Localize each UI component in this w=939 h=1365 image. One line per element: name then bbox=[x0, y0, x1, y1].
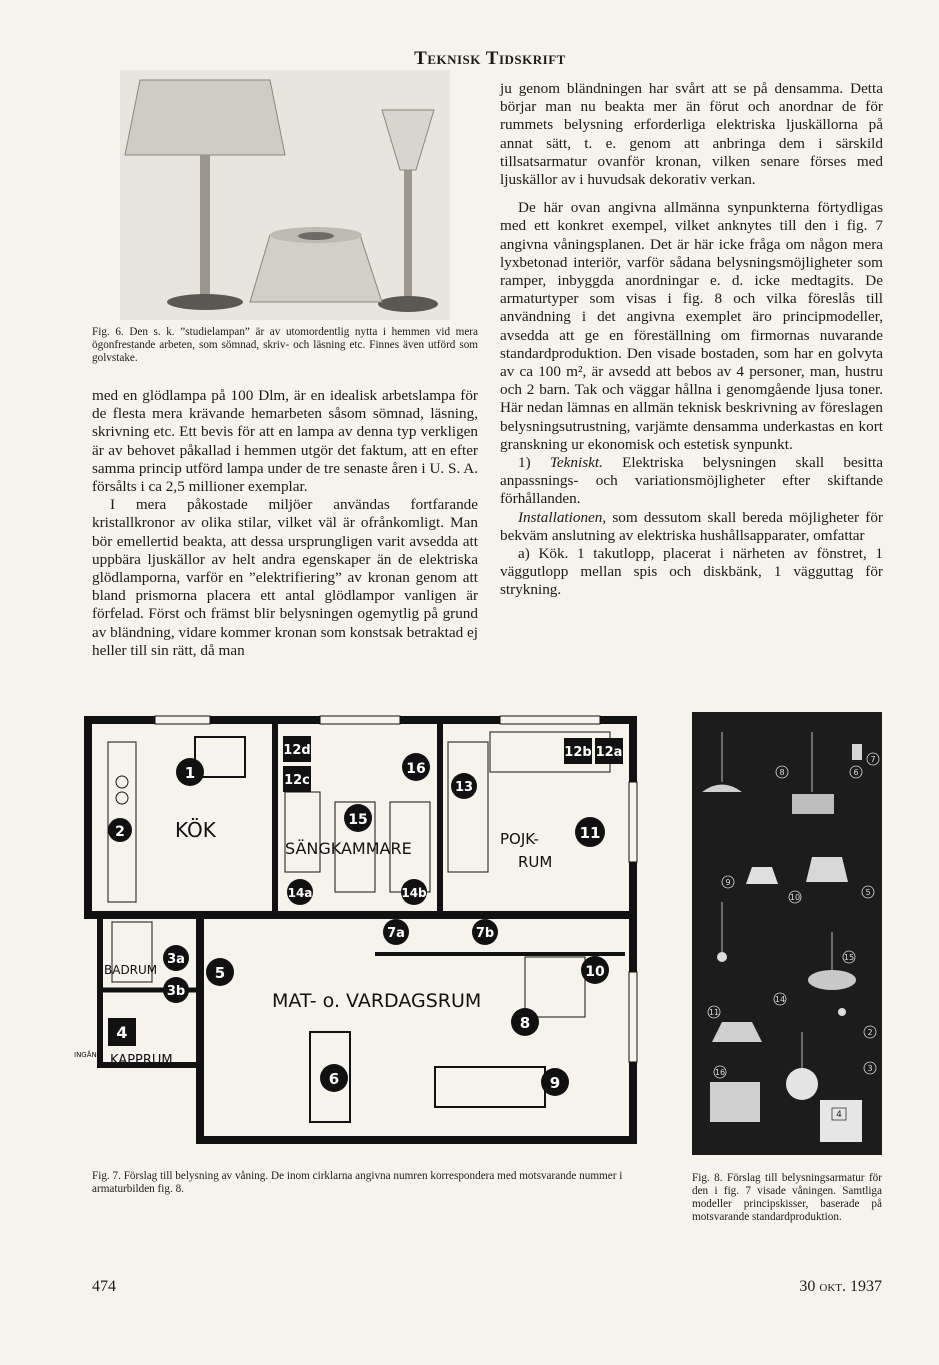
svg-text:3a: 3a bbox=[167, 952, 185, 967]
svg-text:16: 16 bbox=[714, 1068, 726, 1077]
journal-title: Teknisk Tidskrift bbox=[414, 48, 566, 69]
svg-text:11: 11 bbox=[579, 824, 601, 842]
right-paragraph-5: a) Kök. 1 takutlopp, placerat i närheten av fönstret, 1 väggutlopp mellan spis och diskbänk, 1 vägguttag för strykning. bbox=[500, 545, 883, 599]
installation-heading: Installationen, bbox=[518, 508, 607, 526]
left-column bbox=[92, 387, 478, 660]
svg-text:10: 10 bbox=[789, 893, 801, 902]
svg-text:6: 6 bbox=[328, 1070, 340, 1088]
fig6-caption: Fig. 6. Den s. k. ”studielampan” är av utomordentlig nytta i hemmen vid mera ögonfrestande arbeten, som sömnad, skriv- och läsning etc. Finnes även utförd som golvstake. bbox=[92, 326, 478, 364]
marker-9 bbox=[541, 1068, 569, 1096]
right-paragraph-3 bbox=[500, 454, 883, 509]
fig8-label-8 bbox=[776, 766, 788, 778]
marker-8 bbox=[511, 1008, 539, 1036]
fig8-label-10 bbox=[789, 891, 801, 903]
fig8-label-5 bbox=[862, 886, 874, 898]
svg-text:12d: 12d bbox=[283, 743, 311, 758]
svg-text:7a: 7a bbox=[387, 926, 405, 941]
section-number: 1) bbox=[518, 454, 550, 472]
lamp-illustration bbox=[120, 70, 450, 320]
marker-3a bbox=[163, 945, 189, 971]
fig8-label-16 bbox=[714, 1066, 726, 1078]
marker-4 bbox=[108, 1018, 136, 1046]
right-paragraph-4 bbox=[500, 509, 883, 545]
svg-text:10: 10 bbox=[585, 964, 605, 980]
svg-text:12c: 12c bbox=[284, 773, 310, 788]
marker-7b bbox=[472, 919, 498, 945]
issue-date: 30 okt. 1937 bbox=[799, 1278, 882, 1295]
marker-12b bbox=[564, 738, 592, 764]
marker-6 bbox=[320, 1064, 348, 1092]
fig8-label-7 bbox=[867, 753, 879, 765]
right-paragraph-1: ju genom bländningen har svårt att se på densamma. Detta börjar man nu beakta mer än förut och anordnar de för rummets belysning erforderliga elektriska ljuskällorna på annat sätt, t. e. genom att anbringa dem i särskild tillsatsarmatur ovanför kronan, vilken senare förses med ljuskällor av i huvudsak dekorativ verkan. bbox=[500, 80, 883, 189]
svg-text:2: 2 bbox=[867, 1028, 873, 1037]
marker-3b bbox=[163, 977, 189, 1003]
svg-text:11: 11 bbox=[708, 1008, 720, 1017]
marker-2 bbox=[108, 818, 132, 842]
fig8-label-9 bbox=[722, 876, 734, 888]
svg-text:16: 16 bbox=[406, 761, 426, 777]
marker-7a bbox=[383, 919, 409, 945]
page-number: 474 bbox=[92, 1278, 116, 1295]
svg-text:14: 14 bbox=[774, 995, 786, 1004]
svg-text:7b: 7b bbox=[475, 926, 495, 941]
left-paragraph-2: I mera påkostade miljöer användas fortfarande kristallkronor av olika stilar, vilket väl är ofrånkomligt. Man bör emellertid beakta, att dessa ursprungligen varit avsedda att uppbära ljuskällor av helt andra egenskaper än de elektriska glödlamporna, varför en ”elektrifiering” av kronan genom att bland prismorna placera ett antal glödlampor vanligen är förfelad. Först och främst blir belysningen ogemytlig på grund av bländning, vidare kommer kronan som konstsak betraktad ej heller till sin rätt, då man bbox=[92, 496, 478, 659]
left-paragraph-1: med en glödlampa på 100 Dlm, är en idealisk arbetslampa för de flesta mera krävande hemarbeten såsom sömnad, läsning, skrivning etc. Ett bevis för att en lampa av denna typ verkligen är av behovet påkallad i hemmen utgör det faktum, att en efter samma princip utförd lampa under de tre senaste åren i U. S. A. försålts i ca 2,5 millioner exemplar. bbox=[92, 387, 478, 496]
marker-12c bbox=[283, 766, 311, 792]
fig7-floor-plan bbox=[74, 712, 655, 1152]
svg-text:4: 4 bbox=[116, 1023, 128, 1042]
svg-text:3b: 3b bbox=[166, 984, 186, 999]
svg-text:8: 8 bbox=[519, 1014, 531, 1032]
room-label-badrum: BADRUM bbox=[104, 963, 158, 977]
room-label-ingang: INGÅNG bbox=[74, 1051, 103, 1059]
marker-16 bbox=[402, 753, 430, 781]
marker-11 bbox=[575, 817, 605, 847]
room-label-pojk: POJK- bbox=[500, 830, 539, 848]
fig8-label-6 bbox=[850, 766, 862, 778]
svg-text:12a: 12a bbox=[595, 745, 623, 760]
right-column bbox=[500, 80, 883, 600]
svg-text:7: 7 bbox=[870, 755, 876, 764]
marker-12d bbox=[283, 736, 311, 762]
fig7-caption: Fig. 7. Förslag till belysning av våning. De inom cirklarna angivna numren korresponderа med motsvarande nummer i armaturbilden fig. 8. bbox=[92, 1170, 623, 1195]
fig8-label-11 bbox=[708, 1006, 720, 1018]
svg-text:14b: 14b bbox=[401, 886, 427, 900]
marker-12a bbox=[595, 738, 623, 764]
marker-13 bbox=[451, 773, 477, 799]
marker-1 bbox=[176, 758, 204, 786]
section-heading: Tekniskt. bbox=[549, 454, 603, 472]
fig6-lamp-photo bbox=[120, 70, 450, 320]
room-label-kok: KÖK bbox=[175, 818, 216, 842]
marker-10 bbox=[581, 956, 609, 984]
svg-text:9: 9 bbox=[725, 878, 731, 887]
svg-text:6: 6 bbox=[853, 768, 859, 777]
svg-text:1: 1 bbox=[184, 764, 196, 782]
fig8-fixtures-photo bbox=[692, 712, 882, 1155]
fig8-label-14 bbox=[774, 993, 786, 1005]
svg-text:2: 2 bbox=[115, 824, 125, 840]
right-paragraph-2: De här ovan angivna allmänna synpunkterna förtydligas med ett konkret exempel, vilket anknytes till den i fig. 7 angivna våningsplanen. Det är här icke fråga om någon mera lyxbetonad interiör, varför sådana belysningsmöjligheter som ramper, inbyggda anordningar e. d. icke medtagits. De armaturtyper som visas i fig. 8 och vilka föreslås till användning i det angivna exemplet äro principmodeller, avsedda att ge en föreställning om firmornas nuvarande standardproduktion. Den visade bostaden, som har en golvyta av ca 100 m², är avsedd att bebos av 4 personer, man, hustru och 2 barn. Tak och väggar hållna i genomgående ljusa toner. Här nedan lämnas en allmän teknisk beskrivning av föreslagen belysningsutrustning, varjämte densamma underkastas en kort granskning ur ekonomisk och estetisk synpunkt. bbox=[500, 199, 883, 453]
marker-5 bbox=[206, 958, 234, 986]
svg-text:3: 3 bbox=[867, 1064, 873, 1073]
room-label-sangkammare: SÄNGKAMMARE bbox=[285, 839, 412, 858]
svg-text:13: 13 bbox=[454, 780, 474, 795]
installation-text: som dessutom skall bereda möjligheter för bekväm anslutning av elektriska hushållsapparater, omfattar bbox=[500, 508, 883, 544]
svg-text:5: 5 bbox=[865, 888, 871, 897]
room-label-matvardags: MAT- o. VARDAGSRUM bbox=[272, 990, 482, 1012]
svg-text:15: 15 bbox=[843, 953, 855, 962]
svg-text:9: 9 bbox=[549, 1074, 561, 1092]
fig8-label-2 bbox=[864, 1026, 876, 1038]
section-text: Elektriska belysningen skall besitta anpassnings- och variationsmöjligheter efter skiftande förhållanden. bbox=[500, 454, 883, 508]
svg-text:15: 15 bbox=[348, 812, 368, 828]
svg-text:12b: 12b bbox=[564, 745, 592, 760]
marker-15 bbox=[344, 804, 372, 832]
fig8-caption: Fig. 8. Förslag till belysningsarmatur för den i fig. 7 visade våningen. Samtliga modeller principskisser, baserade på motsvarande standardproduktion. bbox=[692, 1172, 882, 1223]
room-label-rum: RUM bbox=[518, 853, 553, 871]
room-label-kapprum: KAPPRUM bbox=[110, 1053, 173, 1068]
marker-14a bbox=[287, 879, 313, 905]
floor-plan-svg bbox=[74, 712, 655, 1152]
svg-text:4: 4 bbox=[836, 1110, 842, 1120]
fixtures-svg bbox=[692, 712, 882, 1155]
fig8-label-15 bbox=[843, 951, 855, 963]
marker-14b bbox=[401, 879, 427, 905]
svg-text:8: 8 bbox=[779, 768, 785, 777]
svg-text:5: 5 bbox=[214, 964, 226, 982]
svg-text:14a: 14a bbox=[287, 886, 313, 900]
fig8-label-3 bbox=[864, 1062, 876, 1074]
